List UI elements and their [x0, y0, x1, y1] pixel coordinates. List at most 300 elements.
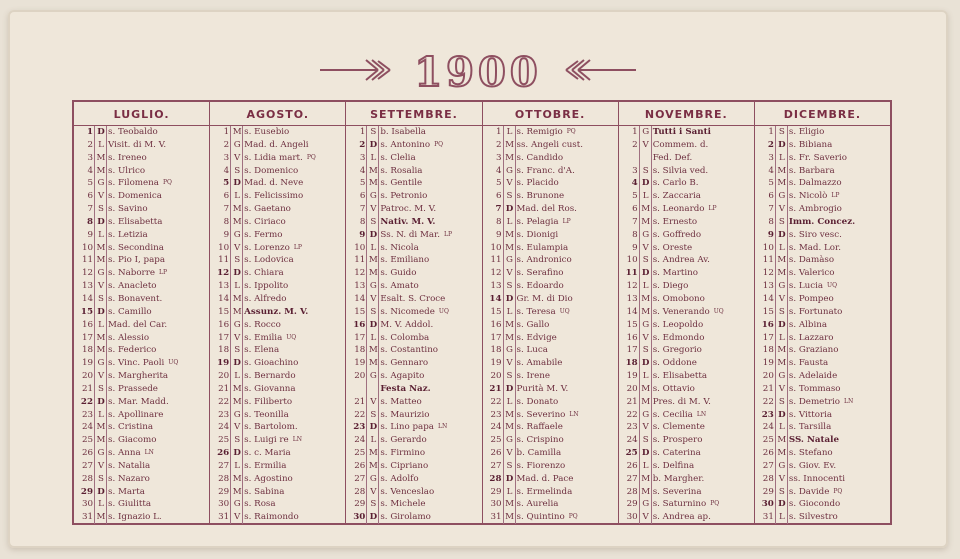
saint-name: s. Silvia ved.	[652, 165, 709, 176]
saint-name: s. Domenico	[244, 165, 299, 176]
saint-name: s. Vittoria	[788, 409, 833, 420]
saint-name: Esalt. S. Croce	[380, 293, 446, 304]
weekday-letter: D	[233, 178, 241, 189]
moon-phase-tag: PQ	[306, 153, 316, 161]
saint-name: s. Colomba	[380, 332, 430, 343]
day-list	[619, 126, 754, 524]
saint-name: Pres. di M. V.	[652, 396, 711, 407]
saint-name: s. Giulitta	[108, 499, 152, 510]
saint-name: s. Elena	[244, 345, 280, 356]
weekday-letter: S	[778, 396, 785, 407]
weekday-letter: G	[233, 499, 241, 510]
day-number: 15	[626, 319, 638, 330]
day-number: 19	[762, 358, 774, 369]
day-number: 21	[81, 383, 93, 394]
day-number: 22	[490, 396, 502, 407]
weekday-letter: L	[642, 281, 649, 292]
saint-name: M. V. Addol.	[380, 319, 434, 330]
moon-phase-tag: UQ	[438, 307, 449, 315]
day-number: 9	[223, 229, 230, 240]
weekday-letter: L	[506, 127, 513, 137]
saint-name: s. Eligio	[788, 127, 825, 137]
day-number: 15	[218, 306, 230, 317]
saint-name: s. Savino	[108, 204, 148, 215]
weekday-letter: M	[505, 499, 514, 510]
day-number: 8	[86, 216, 93, 227]
weekday-letter: L	[370, 242, 377, 253]
weekday-letter: G	[642, 127, 650, 137]
day-number: 12	[354, 268, 366, 279]
day-number: 18	[490, 345, 502, 356]
day-number: 29	[80, 486, 93, 497]
moon-phase-tag: LN	[569, 410, 579, 418]
day-number: 23	[81, 409, 93, 420]
weekday-letter: S	[234, 345, 241, 356]
saint-name: Mad. d. Angeli	[244, 139, 309, 150]
weekday-letter: V	[234, 152, 241, 163]
weekday-letter: M	[232, 486, 242, 497]
day-number: 10	[218, 242, 230, 253]
day-number: 14	[489, 293, 502, 304]
saint-name: s. Fiorenzo	[516, 460, 566, 471]
saint-name: s. Silvestro	[788, 512, 838, 523]
day-list	[483, 126, 618, 524]
day-number: 9	[87, 229, 93, 240]
day-number: 9	[495, 229, 502, 240]
weekday-letter: D	[505, 293, 514, 304]
year-header	[8, 48, 948, 96]
calendar-table	[72, 100, 892, 525]
saint-name: s. Omobono	[652, 293, 705, 304]
day-number: 30	[626, 512, 638, 523]
weekday-letter: S	[98, 204, 104, 215]
day-number: 7	[495, 204, 502, 215]
day-number: 1	[359, 127, 366, 137]
weekday-letter: M	[368, 358, 378, 369]
day-number: 29	[218, 486, 230, 497]
saint-name: s. Costantino	[380, 345, 439, 356]
saint-name: s. Maurizio	[380, 409, 430, 420]
day-number: 20	[762, 371, 774, 382]
weekday-letter: S	[234, 435, 241, 446]
day-number: 3	[768, 152, 774, 163]
day-number: 18	[762, 345, 774, 356]
weekday-letter: L	[98, 229, 104, 240]
weekday-letter: V	[370, 486, 377, 497]
weekday-letter: L	[642, 191, 649, 202]
saint-name: s. Andrea Av.	[652, 255, 710, 266]
saint-name: s. Sabina	[244, 486, 285, 497]
day-number: 18	[218, 345, 230, 356]
month-column-agosto	[210, 102, 346, 523]
day-number: 3	[87, 152, 93, 163]
weekday-letter: D	[778, 139, 786, 150]
day-number: 23	[626, 422, 638, 433]
day-number: 18	[81, 345, 93, 356]
saint-name: s. Emilia UQ	[244, 332, 297, 343]
calendar-card	[8, 10, 948, 548]
saint-name: s. Giocondo	[788, 499, 841, 510]
saint-name: s. Ernesto	[652, 216, 698, 227]
saint-name: s. Girolamo	[380, 512, 431, 523]
saint-name: s. Saturnino PQ	[652, 499, 720, 510]
day-number: 27	[762, 460, 774, 471]
saint-name: s. Graziano	[788, 345, 839, 356]
day-number: 30	[490, 499, 502, 510]
saint-name: s. Albina	[788, 319, 828, 330]
saint-name: s. Adelaide	[788, 371, 838, 382]
weekday-letter: G	[97, 178, 105, 189]
day-number: 7	[223, 204, 230, 215]
weekday-letter: L	[234, 191, 241, 202]
saint-name: s. Irene	[516, 371, 550, 382]
saint-name: s. Anna LN	[108, 448, 154, 459]
saint-name: s. Fermo	[244, 229, 283, 240]
saint-name: s. Davide PQ	[788, 486, 843, 497]
weekday-letter: M	[232, 204, 242, 215]
weekday-letter: D	[97, 216, 105, 227]
day-number: 27	[490, 460, 502, 471]
saint-name: s. Demetrio LN	[788, 396, 854, 407]
saint-name: ss. Innocenti	[788, 473, 846, 484]
saint-name: s. Nazaro	[108, 473, 150, 484]
weekday-letter: G	[642, 319, 650, 330]
day-number: 12	[490, 268, 502, 279]
day-number: 29	[490, 486, 502, 497]
saint-name: s. Giovanna	[244, 383, 296, 394]
day-number: 17	[762, 332, 774, 343]
weekday-letter: S	[98, 293, 104, 304]
column-divider	[503, 126, 504, 524]
saint-name: s. Martino	[652, 268, 698, 279]
weekday-letter: S	[642, 435, 649, 446]
day-number: 12	[626, 281, 638, 292]
saint-name: s. Ireneo	[108, 152, 147, 163]
weekday-letter: S	[506, 460, 513, 471]
weekday-letter: M	[641, 473, 651, 484]
day-number: 18	[354, 345, 366, 356]
weekday-letter: S	[370, 306, 377, 317]
day-number: 12	[81, 268, 93, 279]
right-arrow-ornament-icon	[560, 57, 638, 83]
saint-name: s. Aurelia	[516, 499, 559, 510]
day-number: 21	[626, 396, 638, 407]
day-number: 30	[81, 499, 93, 510]
saint-name: s. Andronico	[516, 255, 572, 266]
weekday-letter: M	[641, 383, 651, 394]
weekday-letter: L	[370, 332, 377, 343]
weekday-letter: S	[370, 216, 377, 227]
day-number: 27	[218, 460, 230, 471]
day-number: 24	[81, 422, 93, 433]
weekday-letter: D	[505, 473, 514, 484]
weekday-letter: G	[506, 435, 513, 446]
weekday-letter: V	[506, 178, 513, 189]
weekday-letter: L	[506, 396, 513, 407]
weekday-letter: M	[505, 152, 514, 163]
day-number: 1	[86, 127, 93, 137]
day-number: 11	[218, 255, 230, 266]
weekday-letter: V	[506, 448, 513, 459]
saint-name: s. Camillo	[108, 306, 152, 317]
day-number: 24	[762, 422, 774, 433]
saint-name: s. Elisabetta	[108, 216, 163, 227]
saint-name: s. Rosalia	[380, 165, 423, 176]
saint-name: s. Michele	[380, 499, 426, 510]
saint-name: s. Lazzaro	[788, 332, 834, 343]
saint-name: s. Amabile	[516, 358, 563, 369]
weekday-letter: M	[232, 473, 242, 484]
weekday-letter: M	[505, 319, 514, 330]
weekday-letter: L	[98, 139, 104, 150]
weekday-letter: G	[233, 229, 241, 240]
saint-name: s. Ignazio L.	[108, 512, 162, 523]
saint-name: s. Secondina	[108, 242, 164, 253]
saint-name: s. Eusebio	[244, 127, 290, 137]
weekday-letter: S	[642, 255, 649, 266]
column-divider	[242, 126, 243, 524]
saint-name: s. Bonavent.	[108, 293, 163, 304]
saint-name: s. Rosa	[244, 499, 276, 510]
moon-phase-tag: PQ	[568, 513, 578, 521]
saint-name: s. Leonardo LP	[652, 204, 717, 215]
saint-name: Mad. del Car.	[108, 319, 168, 330]
weekday-letter: M	[505, 422, 514, 433]
saint-name: s. Zaccaria	[652, 191, 701, 202]
day-list	[210, 126, 345, 524]
day-number: 24	[354, 435, 366, 446]
saint-name: s. Raimondo	[244, 512, 299, 523]
saint-name: s. Margherita	[108, 371, 169, 382]
day-number: 3	[359, 152, 366, 163]
day-number: 2	[87, 139, 93, 150]
saint-name: s. Clemente	[652, 422, 705, 433]
weekday-letter: V	[97, 371, 105, 382]
saint-name: s. Diego	[652, 281, 689, 292]
day-number: 8	[768, 216, 774, 227]
saint-name: s. Ciriaco	[244, 216, 286, 227]
saint-name: s. Eulampia	[516, 242, 569, 253]
weekday-letter: S	[370, 409, 377, 420]
weekday-letter: S	[98, 473, 104, 484]
weekday-letter: G	[369, 191, 377, 202]
weekday-letter: M	[368, 448, 378, 459]
weekday-letter: D	[97, 486, 105, 497]
weekday-letter: S	[234, 165, 241, 176]
day-number: 20	[218, 371, 230, 382]
column-divider	[106, 126, 107, 524]
weekday-letter: M	[232, 216, 242, 227]
day-number: 9	[359, 229, 366, 240]
weekday-letter: D	[233, 358, 241, 369]
weekday-letter: L	[98, 499, 104, 510]
day-number: 11	[625, 268, 638, 279]
day-number: 28	[626, 486, 638, 497]
day-number: 15	[80, 306, 93, 317]
saint-name: s. Clelia	[380, 152, 416, 163]
day-number: 10	[762, 242, 774, 253]
month-title: AGOSTO.	[210, 102, 345, 126]
saint-name: s. Nicomede UQ	[380, 306, 449, 317]
saint-name: s. Luca	[516, 345, 548, 356]
weekday-letter: S	[642, 165, 649, 176]
weekday-letter: G	[97, 358, 105, 369]
saint-name: s. c. Maria	[244, 448, 291, 459]
day-number: 20	[626, 383, 638, 394]
day-number: 29	[626, 499, 638, 510]
weekday-letter: L	[370, 435, 377, 446]
weekday-letter: S	[778, 127, 785, 137]
saint-name: s. Crispino	[516, 435, 564, 446]
saint-name: s. Ulrico	[108, 165, 146, 176]
saint-name: Visit. di M. V.	[108, 139, 167, 150]
day-number: 19	[490, 358, 502, 369]
day-number: 16	[490, 319, 502, 330]
day-number: 30	[761, 499, 774, 510]
weekday-letter: V	[234, 512, 241, 523]
day-number: 28	[81, 473, 93, 484]
day-number: 16	[761, 319, 774, 330]
weekday-letter: V	[642, 512, 649, 523]
saint-name: s. Teobaldo	[108, 127, 158, 137]
weekday-letter: S	[506, 281, 513, 292]
weekday-letter: D	[778, 409, 786, 420]
weekday-letter: G	[369, 473, 377, 484]
weekday-letter: D	[778, 229, 786, 240]
weekday-letter: M	[232, 396, 242, 407]
saint-name: s. Pio I, papa	[108, 255, 166, 266]
weekday-letter: V	[234, 332, 241, 343]
weekday-letter: M	[641, 486, 651, 497]
day-number: 7	[87, 204, 93, 215]
column-divider	[366, 126, 367, 524]
saint-name: s. Nicola	[380, 242, 419, 253]
saint-name: b. Camilla	[516, 448, 562, 459]
moon-phase-tag: PQ	[833, 487, 843, 495]
weekday-letter: D	[641, 358, 650, 369]
day-number: 26	[354, 460, 366, 471]
day-number: 8	[223, 216, 230, 227]
weekday-letter: G	[778, 191, 786, 202]
day-number: 13	[490, 281, 502, 292]
weekday-letter: V	[506, 358, 513, 369]
weekday-letter: G	[97, 268, 105, 279]
weekday-letter: M	[232, 383, 242, 394]
day-list	[346, 126, 481, 524]
saint-name: s. Marta	[108, 486, 145, 497]
day-number: 9	[767, 229, 774, 240]
saint-name: s. Pompeo	[788, 293, 834, 304]
day-number: 26	[626, 460, 638, 471]
month-column-luglio	[74, 102, 210, 523]
weekday-letter: L	[778, 242, 785, 253]
saint-name: s. Gallo	[516, 319, 550, 330]
saint-name: s. Fausta	[788, 358, 829, 369]
weekday-letter: G	[642, 229, 650, 240]
column-divider	[94, 126, 95, 524]
day-number: 5	[359, 178, 366, 189]
weekday-letter: D	[778, 319, 786, 330]
day-number: 5	[768, 178, 774, 189]
saint-name: s. Emiliano	[380, 255, 430, 266]
day-number: 6	[495, 191, 502, 202]
saint-name: s. Severina	[652, 486, 702, 497]
saint-name: Mad. d. Neve	[244, 178, 304, 189]
day-number: 22	[354, 409, 366, 420]
saint-name: s. Filomena PQ	[108, 178, 172, 189]
day-number: 25	[490, 435, 502, 446]
weekday-letter: M	[368, 255, 378, 266]
day-number: 17	[490, 332, 502, 343]
weekday-letter: V	[234, 242, 241, 253]
weekday-letter: M	[96, 435, 106, 446]
weekday-letter: S	[234, 255, 241, 266]
saint-name: s. Teonilla	[244, 409, 289, 420]
weekday-letter: D	[97, 127, 105, 137]
weekday-letter: D	[369, 229, 378, 240]
saint-name: s. Giacomo	[108, 435, 157, 446]
weekday-letter: V	[778, 383, 785, 394]
day-number: 9	[632, 242, 638, 253]
saint-name: s. Goffredo	[652, 229, 702, 240]
weekday-letter: L	[506, 486, 513, 497]
weekday-letter: M	[232, 306, 242, 317]
moon-phase-tag: UQ	[827, 282, 838, 290]
saint-name: Ss. N. di Mar. LP	[380, 229, 453, 240]
weekday-letter: S	[642, 345, 649, 356]
day-number: 31	[81, 512, 93, 523]
weekday-letter: M	[505, 409, 514, 420]
day-number: 14	[218, 293, 230, 304]
day-number: 17	[81, 332, 93, 343]
day-number: 24	[626, 435, 638, 446]
day-number: 4	[359, 165, 366, 176]
moon-phase-tag: LP	[831, 192, 840, 200]
day-number: 6	[359, 191, 366, 202]
weekday-letter: V	[506, 268, 513, 279]
day-number: 21	[354, 396, 366, 407]
saint-name: ss. Angeli cust.	[516, 139, 584, 150]
saint-name: s. Remigio PQ	[516, 127, 576, 137]
day-number: 12	[762, 268, 774, 279]
saint-name: s. Apollinare	[108, 409, 164, 420]
saint-name: Festa Naz.	[380, 383, 431, 394]
saint-name: s. Gerardo	[380, 435, 427, 446]
weekday-letter: G	[233, 409, 241, 420]
saint-name: Nativ. M. V.	[380, 216, 436, 227]
weekday-letter: S	[778, 306, 785, 317]
weekday-letter: M	[641, 204, 651, 215]
weekday-letter: S	[506, 371, 513, 382]
weekday-letter: V	[642, 242, 649, 253]
day-number: 3	[632, 165, 638, 176]
saint-name: s. Lidia mart. PQ	[244, 152, 316, 163]
weekday-letter: G	[369, 281, 377, 292]
day-number: 26	[81, 448, 93, 459]
weekday-letter: M	[777, 165, 787, 176]
weekday-letter: V	[97, 281, 105, 292]
day-number: 2	[495, 139, 502, 150]
day-number: 16	[218, 319, 230, 330]
saint-name: s. Gennaro	[380, 358, 429, 369]
saint-name: s. Vinc. Paoli UQ	[108, 358, 179, 369]
day-number: 22	[626, 409, 638, 420]
day-number: 25	[625, 448, 638, 459]
day-number: 1	[495, 127, 502, 137]
saint-name: s. Alfredo	[244, 293, 287, 304]
saint-name: s. Fr. Saverio	[788, 152, 847, 163]
saint-name: s. Lucia UQ	[788, 281, 838, 292]
